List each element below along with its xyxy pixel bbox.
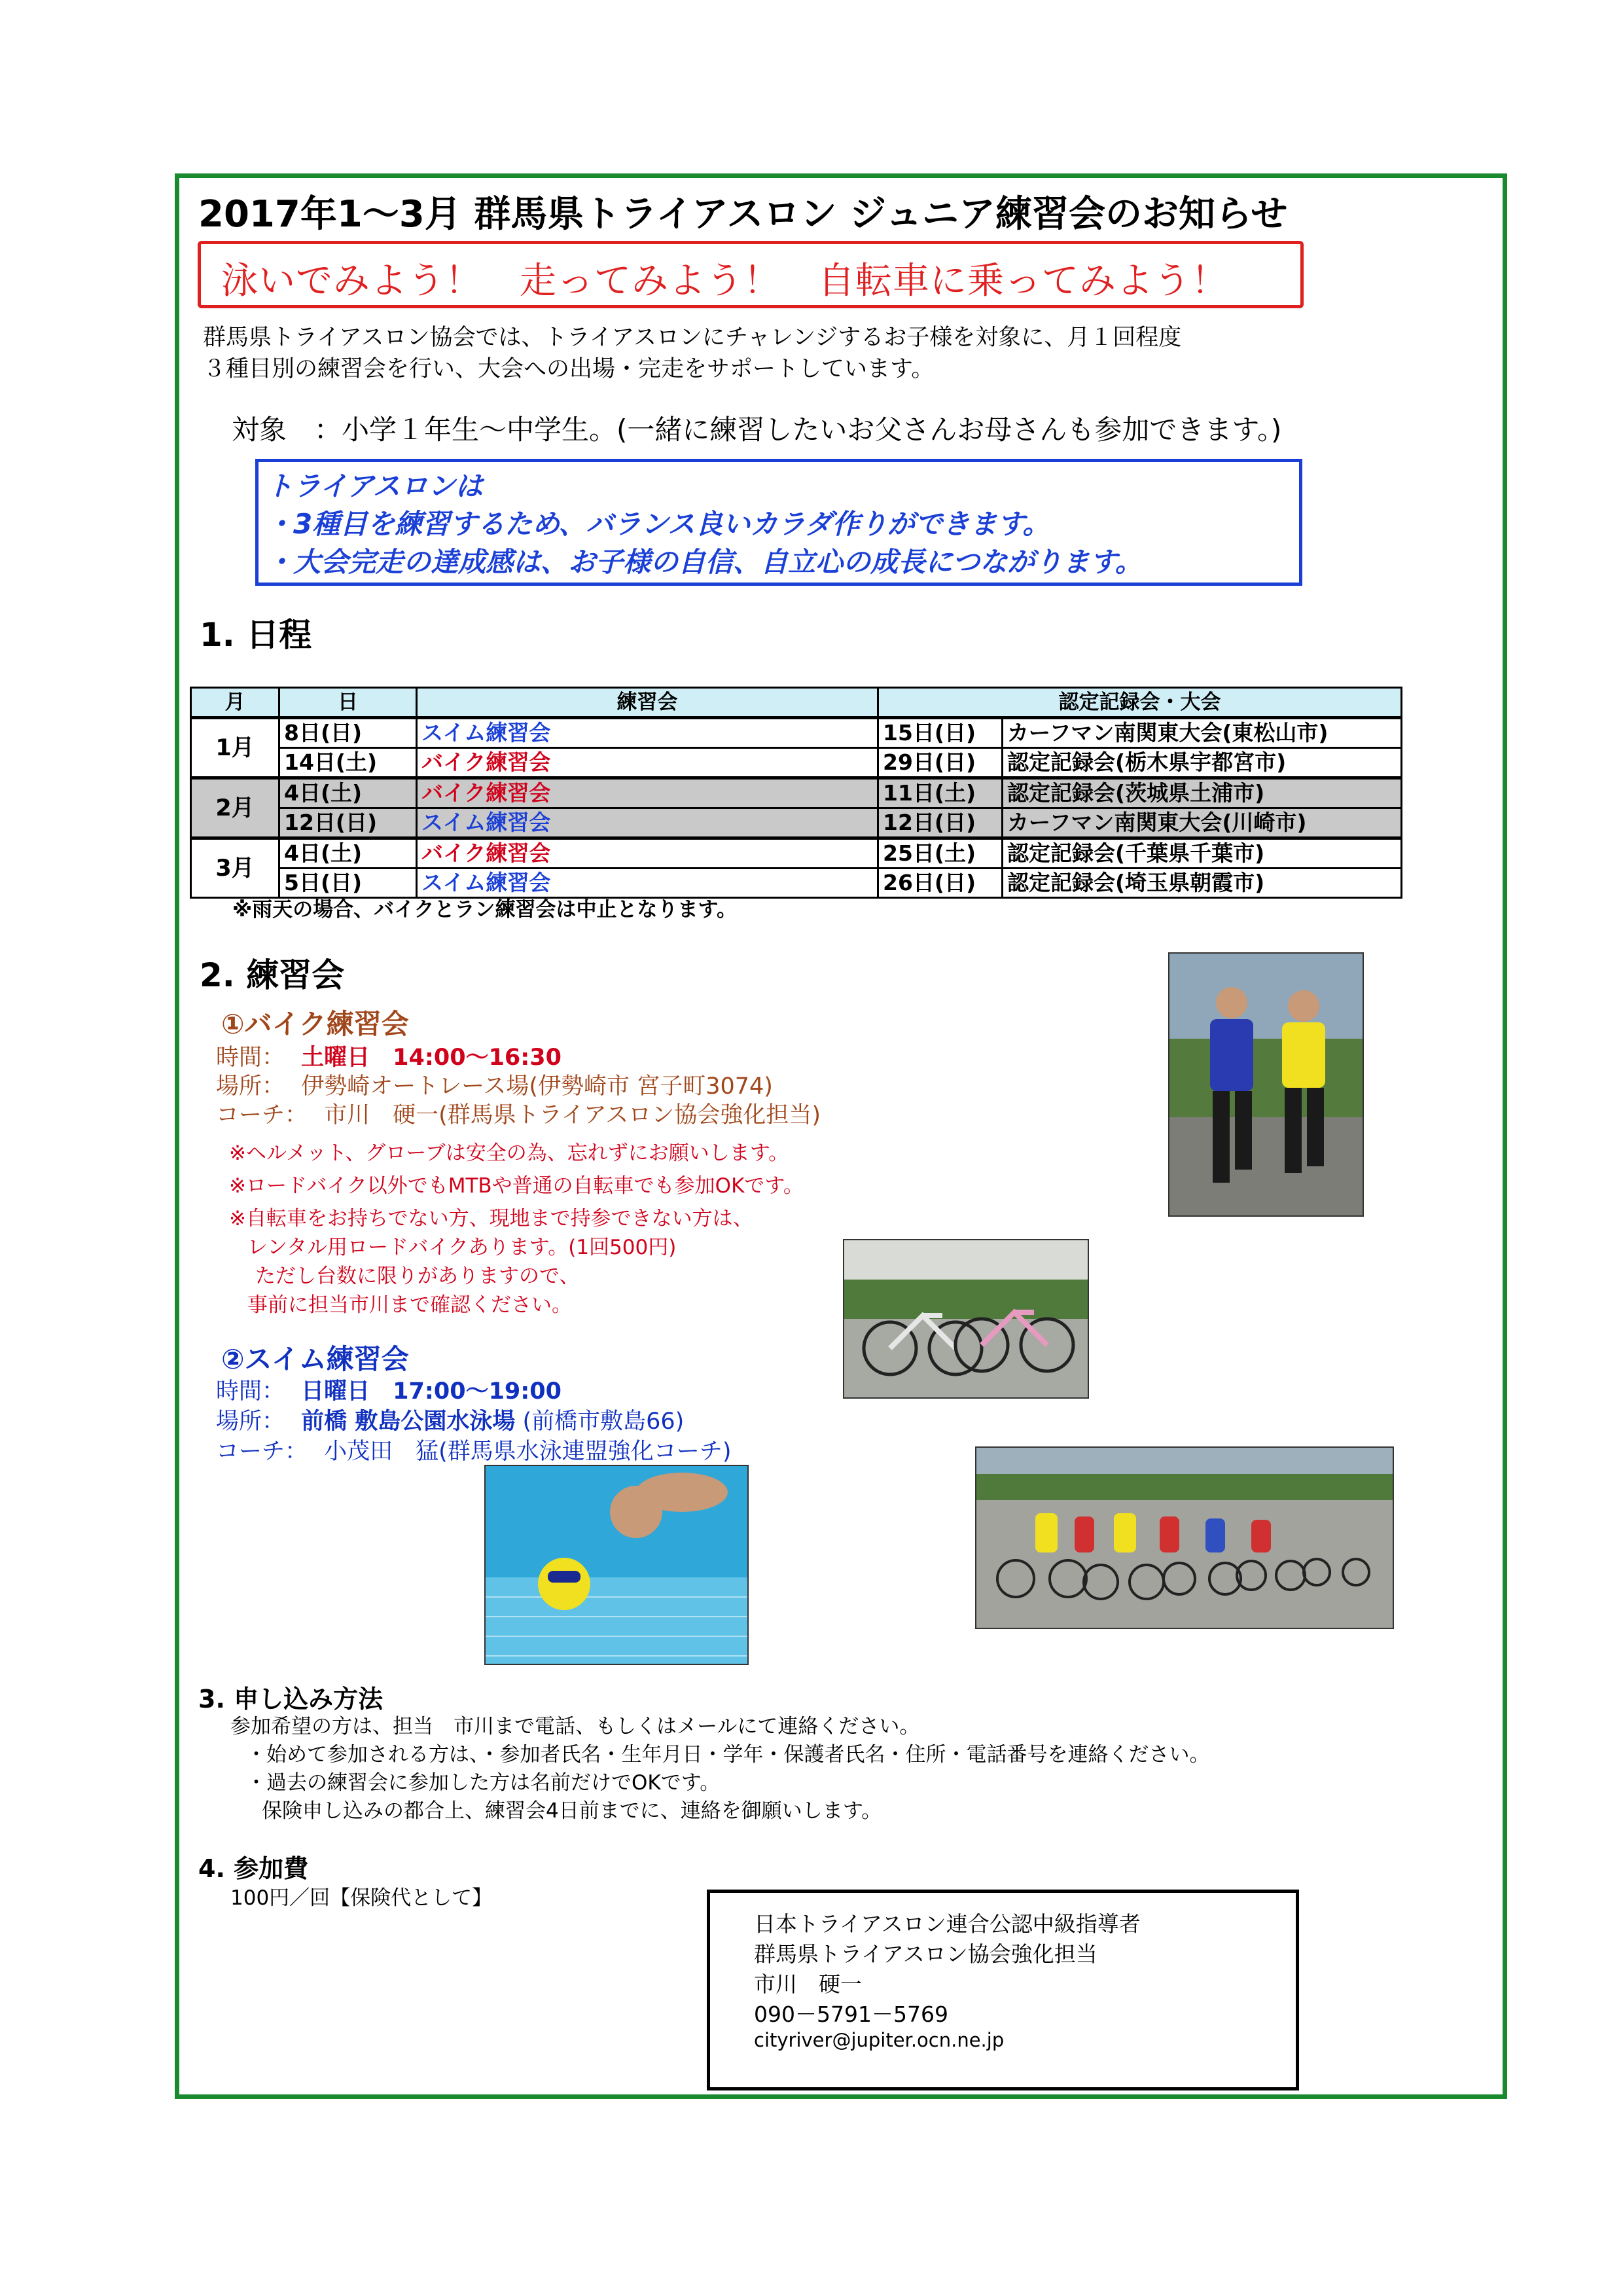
contact-name: 市川 硬一	[754, 1971, 862, 1997]
fee: 100円／回【保険代として】	[230, 1886, 493, 1910]
bike-note-1: ※ヘルメット、グローブは安全の為、忘れずにお願いします。	[229, 1141, 789, 1165]
header-event: 認定記録会・大会	[878, 688, 1402, 718]
day-cell: 12日(日)	[279, 808, 417, 838]
month-cell: 1月	[191, 718, 279, 778]
swim-place-label: 場所：	[216, 1408, 285, 1435]
practice-cell: スイム練習会	[417, 869, 878, 898]
swim-coach-label: コーチ：	[216, 1439, 308, 1465]
day-cell: 4日(土)	[279, 778, 417, 808]
intro-line-2: ３種目別の練習会を行い、大会への出場・完走をサポートしています。	[203, 356, 935, 382]
apply-line-2: ・始めて参加される方は、・参加者氏名・生年月日・学年・保護者氏名・住所・電話番号を連絡ください。	[246, 1743, 1210, 1767]
bike-time-label: 時間：	[216, 1045, 285, 1071]
group-cyclists-photo-image	[976, 1448, 1393, 1628]
bike-note-3: ※自転車をお持ちでない方、現地まで持参できない方は、	[229, 1207, 753, 1230]
rain-note: ※雨天の場合、バイクとラン練習会は中止となります。	[232, 898, 738, 922]
section3-heading: 3. 申し込み方法	[198, 1685, 383, 1713]
bikes-photo	[843, 1239, 1089, 1399]
day-cell: 5日(日)	[279, 869, 417, 898]
triathlon-heading: トライアスロンは	[266, 470, 483, 502]
schedule-table	[190, 687, 1402, 899]
contact-email[interactable]: cityriver@jupiter.ocn.ne.jp	[754, 2029, 1005, 2051]
practice-cell: バイク練習会	[417, 778, 878, 808]
runners-photo	[1168, 952, 1364, 1217]
month-cell: 2月	[191, 778, 279, 838]
event-cell: 認定記録会(埼玉県朝霞市)	[1003, 869, 1402, 898]
swim-photo	[484, 1465, 749, 1665]
section1-heading: 1. 日程	[200, 616, 312, 654]
bike-coach-label: コーチ：	[216, 1102, 308, 1128]
page-title: 2017年1～3月 群馬県トライアスロン ジュニア練習会のお知らせ	[198, 193, 1288, 236]
event-cell: カーフマン南関東大会(川崎市)	[1003, 808, 1402, 838]
bike-practice-title: ①バイク練習会	[221, 1008, 409, 1040]
swim-time: 日曜日 17:00～19:00	[301, 1378, 562, 1405]
event-date-cell: 26日(日)	[878, 869, 1003, 898]
month-cell: 3月	[191, 838, 279, 898]
bikes-photo-image	[844, 1240, 1088, 1397]
header-practice: 練習会	[417, 688, 878, 718]
day-cell: 8日(日)	[279, 718, 417, 748]
swim-photo-image	[486, 1466, 747, 1664]
header-month: 月	[191, 688, 279, 718]
bike-note-4: レンタル用ロードバイクあります。(1回500円)	[247, 1236, 677, 1259]
event-date-cell: 29日(日)	[878, 748, 1003, 778]
practice-cell: バイク練習会	[417, 748, 878, 778]
practice-cell: スイム練習会	[417, 718, 878, 748]
event-date-cell: 15日(日)	[878, 718, 1003, 748]
triathlon-point-2: ・大会完走の達成感は、お子様の自信、自立心の成長につながります。	[266, 546, 1143, 578]
bike-coach: 市川 硬一(群馬県トライアスロン協会強化担当)	[324, 1102, 821, 1128]
day-cell: 14日(土)	[279, 748, 417, 778]
target-audience: 対象 ：小学１年生～中学生。(一緒に練習したいお父さんお母さんも参加できます。)	[232, 414, 1282, 446]
intro-line-1: 群馬県トライアスロン協会では、トライアスロンにチャレンジするお子様を対象に、月１回程度	[203, 325, 1182, 351]
triathlon-point-1: ・3種目を練習するため、バランス良いカラダ作りができます。	[266, 508, 1050, 540]
event-date-cell: 25日(土)	[878, 838, 1003, 869]
swim-place: 前橋 敷島公園水泳場	[301, 1408, 516, 1435]
runners-photo-image	[1169, 954, 1363, 1215]
contact-qualification: 日本トライアスロン連合公認中級指導者	[754, 1911, 1141, 1937]
header-day: 日	[279, 688, 417, 718]
swim-practice-title: ②スイム練習会	[221, 1343, 409, 1375]
swim-place-detail: (前橋市敷島66)	[522, 1408, 685, 1435]
apply-line-3: ・過去の練習会に参加した方は名前だけでOKです。	[246, 1771, 721, 1795]
bike-note-5: ただし台数に限りがありますので、	[255, 1265, 580, 1288]
event-cell: 認定記録会(千葉県千葉市)	[1003, 838, 1402, 869]
day-cell: 4日(土)	[279, 838, 417, 869]
bike-note-2: ※ロードバイク以外でもMTBや普通の自転車でも参加OKです。	[229, 1174, 804, 1198]
bike-time: 土曜日 14:00～16:30	[301, 1045, 562, 1071]
bike-place-label: 場所：	[216, 1073, 285, 1100]
contact-role: 群馬県トライアスロン協会強化担当	[754, 1941, 1097, 1967]
slogan: 泳いでみよう！ 走ってみよう！ 自転車に乗ってみよう！	[221, 260, 1228, 302]
apply-line-4: 保険申し込みの都合上、練習会4日前までに、連絡を御願いします。	[262, 1799, 882, 1823]
bike-note-6: 事前に担当市川まで確認ください。	[247, 1293, 572, 1317]
apply-line-1: 参加希望の方は、担当 市川まで電話、もしくはメールにて連絡ください。	[230, 1715, 920, 1738]
practice-cell: バイク練習会	[417, 838, 878, 869]
contact-phone[interactable]: 090－5791－5769	[754, 2001, 948, 2027]
event-date-cell: 11日(土)	[878, 778, 1003, 808]
bike-place: 伊勢崎オートレース場(伊勢崎市 宮子町3074)	[301, 1073, 773, 1100]
swim-time-label: 時間：	[216, 1378, 285, 1405]
group-cyclists-photo	[975, 1446, 1394, 1629]
event-cell: 認定記録会(茨城県土浦市)	[1003, 778, 1402, 808]
section2-heading: 2. 練習会	[200, 956, 345, 994]
swim-coach: 小茂田 猛(群馬県水泳連盟強化コーチ)	[324, 1439, 732, 1465]
section4-heading: 4. 参加費	[198, 1854, 309, 1883]
practice-cell: スイム練習会	[417, 808, 878, 838]
event-cell: カーフマン南関東大会(東松山市)	[1003, 718, 1402, 748]
event-cell: 認定記録会(栃木県宇都宮市)	[1003, 748, 1402, 778]
event-date-cell: 12日(日)	[878, 808, 1003, 838]
